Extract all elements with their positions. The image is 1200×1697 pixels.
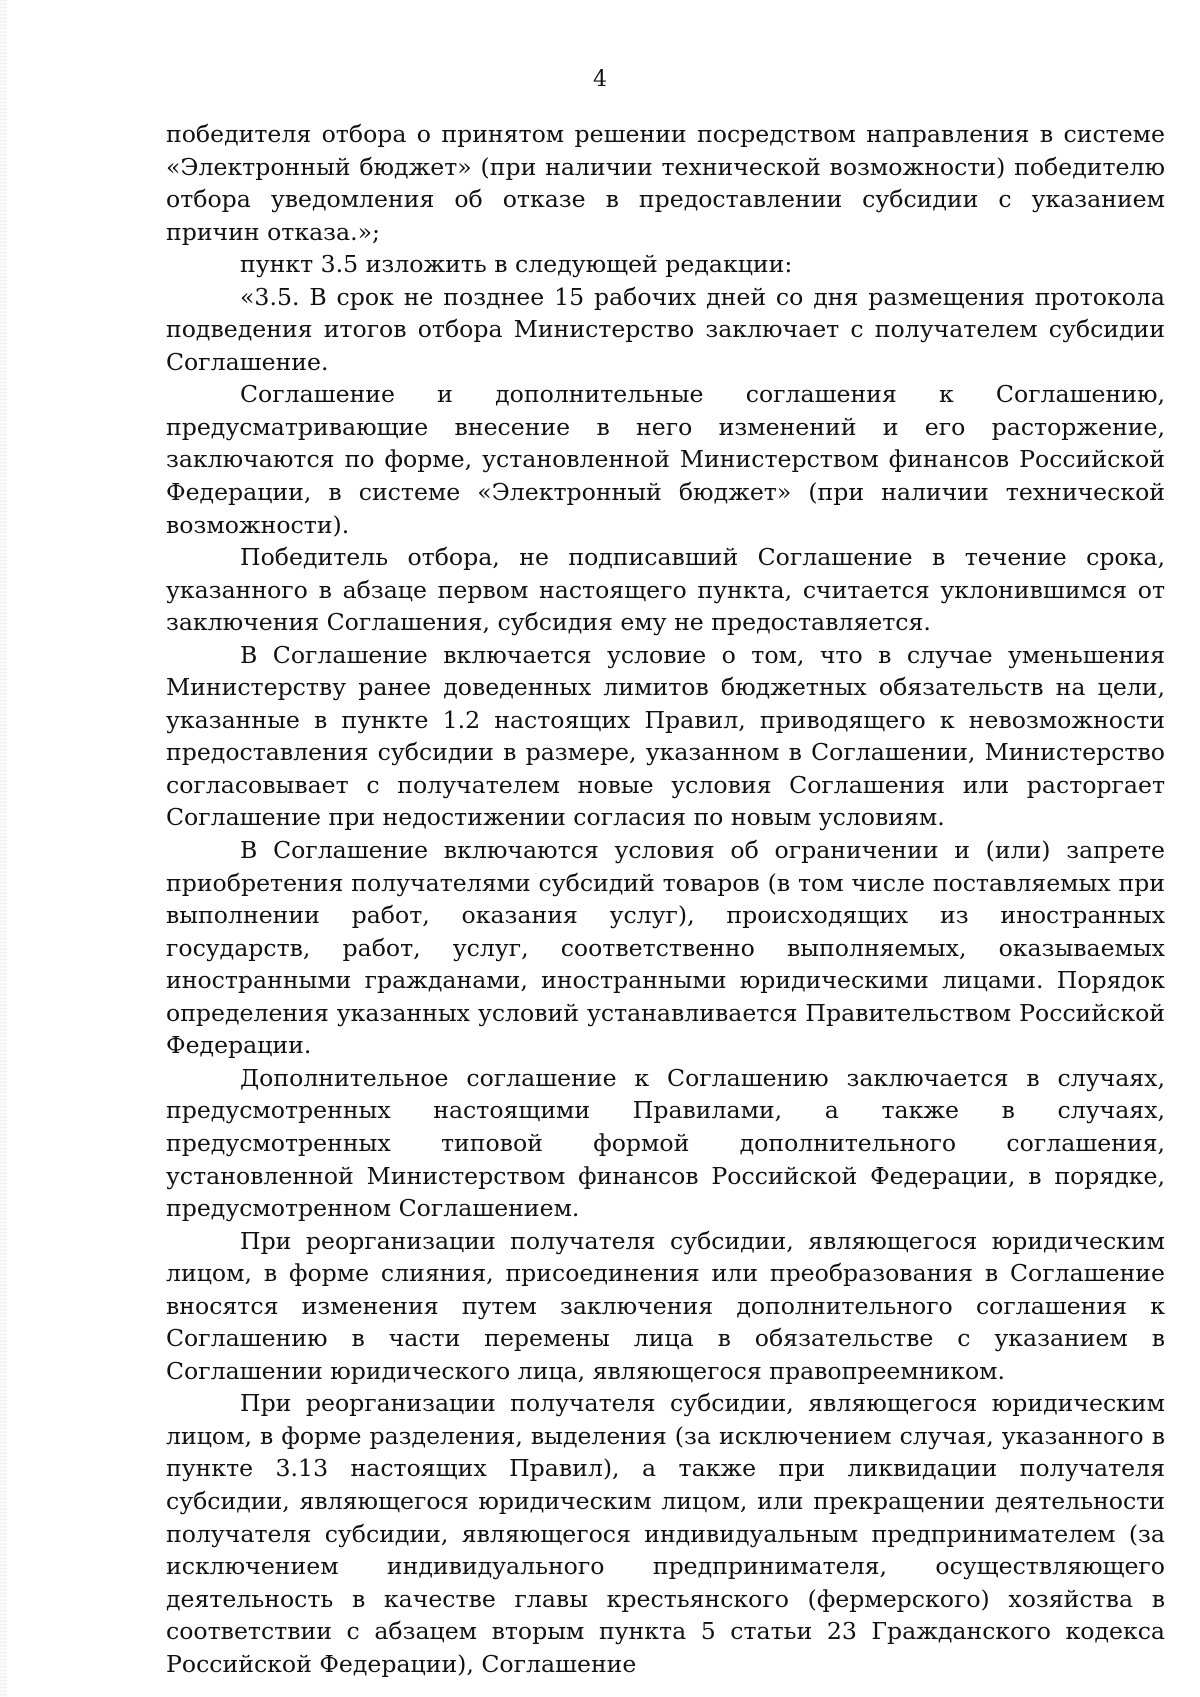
- paragraph-9: При реорганизации получателя субсидии, являющегося юридическим лицом, в форме слияния, присоединения или преобразования в Соглашение вносятся изменения путем заключения дополнительного соглашения к Соглашению в части перемены лица в обязательстве с указанием в Соглашении юридического лица, являющегося правопреемником.: [166, 1226, 1165, 1385]
- document-body: [166, 118, 1165, 1680]
- paragraph-8: Дополнительное соглашение к Соглашению заключается в случаях, предусмотренных настоящими Правилами, а также в случаях, предусмотренных типовой формой дополнительного соглашения, установленной Министерством финансов Российской Федерации, в порядке, предусмотренном Соглашением.: [166, 1063, 1165, 1223]
- paragraph-7: В Соглашение включаются условия об ограничении и (или) запрете приобретения получателями субсидий товаров (в том числе поставляемых при выполнении работ, оказания услуг), происходящих из иностранных государств, работ, услуг, соответственно выполняемых, оказываемых иностранными гражданами, иностранными юридическими лицами. Порядок определения указанных условий устанавливается Правительством Российской Федерации.: [166, 836, 1165, 1060]
- paragraph-2: пункт 3.5 изложить в следующей редакции:: [240, 250, 793, 279]
- paragraph-6: В Соглашение включается условие о том, что в случае уменьшения Министерству ранее доведенных лимитов бюджетных обязательств на цели, указанные в пункте 1.2 настоящих Правил, приводящего к невозможности предоставления субсидии в размере, указанном в Соглашении, Министерство согласовывает с получателем новые условия Соглашения или расторгает Соглашение при недостижении согласия по новым условиям.: [166, 640, 1165, 832]
- paragraph-3: «3.5. В срок не позднее 15 рабочих дней со дня размещения протокола подведения итогов отбора Министерство заключает с получателем субсидии Соглашение.: [166, 282, 1165, 376]
- paragraph-1: победителя отбора о принятом решении посредством направления в системе «Электронный бюджет» (при наличии технической возможности) победителю отбора уведомления об отказе в предоставлении субсидии с указанием причин отказа.»;: [166, 120, 1165, 246]
- scan-edge: [0, 0, 7, 1697]
- page-number: 4: [593, 67, 607, 92]
- paragraph-4: Соглашение и дополнительные соглашения к Соглашению, предусматривающие внесение в него изменений и его расторжение, заключаются по форме, установленной Министерством финансов Российской Федерации, в системе «Электронный бюджет» (при наличии технической возможности).: [166, 380, 1165, 539]
- paragraph-10: При реорганизации получателя субсидии, являющегося юридическим лицом, в форме разделения, выделения (за исключением случая, указанного в пункте 3.13 настоящих Правил), а также при ликвидации получателя субсидии, являющегося юридическим лицом, или прекращении деятельности получателя субсидии, являющегося индивидуальным предпринимателем (за исключением индивидуального предпринимателя, осуществляющего деятельность в качестве главы крестьянского (фермерского) хозяйства в соответствии с абзацем вторым пункта 5 статьи 23 Гражданского кодекса Российской Федерации), Соглашение: [166, 1389, 1165, 1678]
- paragraph-5: Победитель отбора, не подписавший Соглашение в течение срока, указанного в абзаце первом настоящего пункта, считается уклонившимся от заключения Соглашения, субсидия ему не предоставляется.: [166, 543, 1165, 637]
